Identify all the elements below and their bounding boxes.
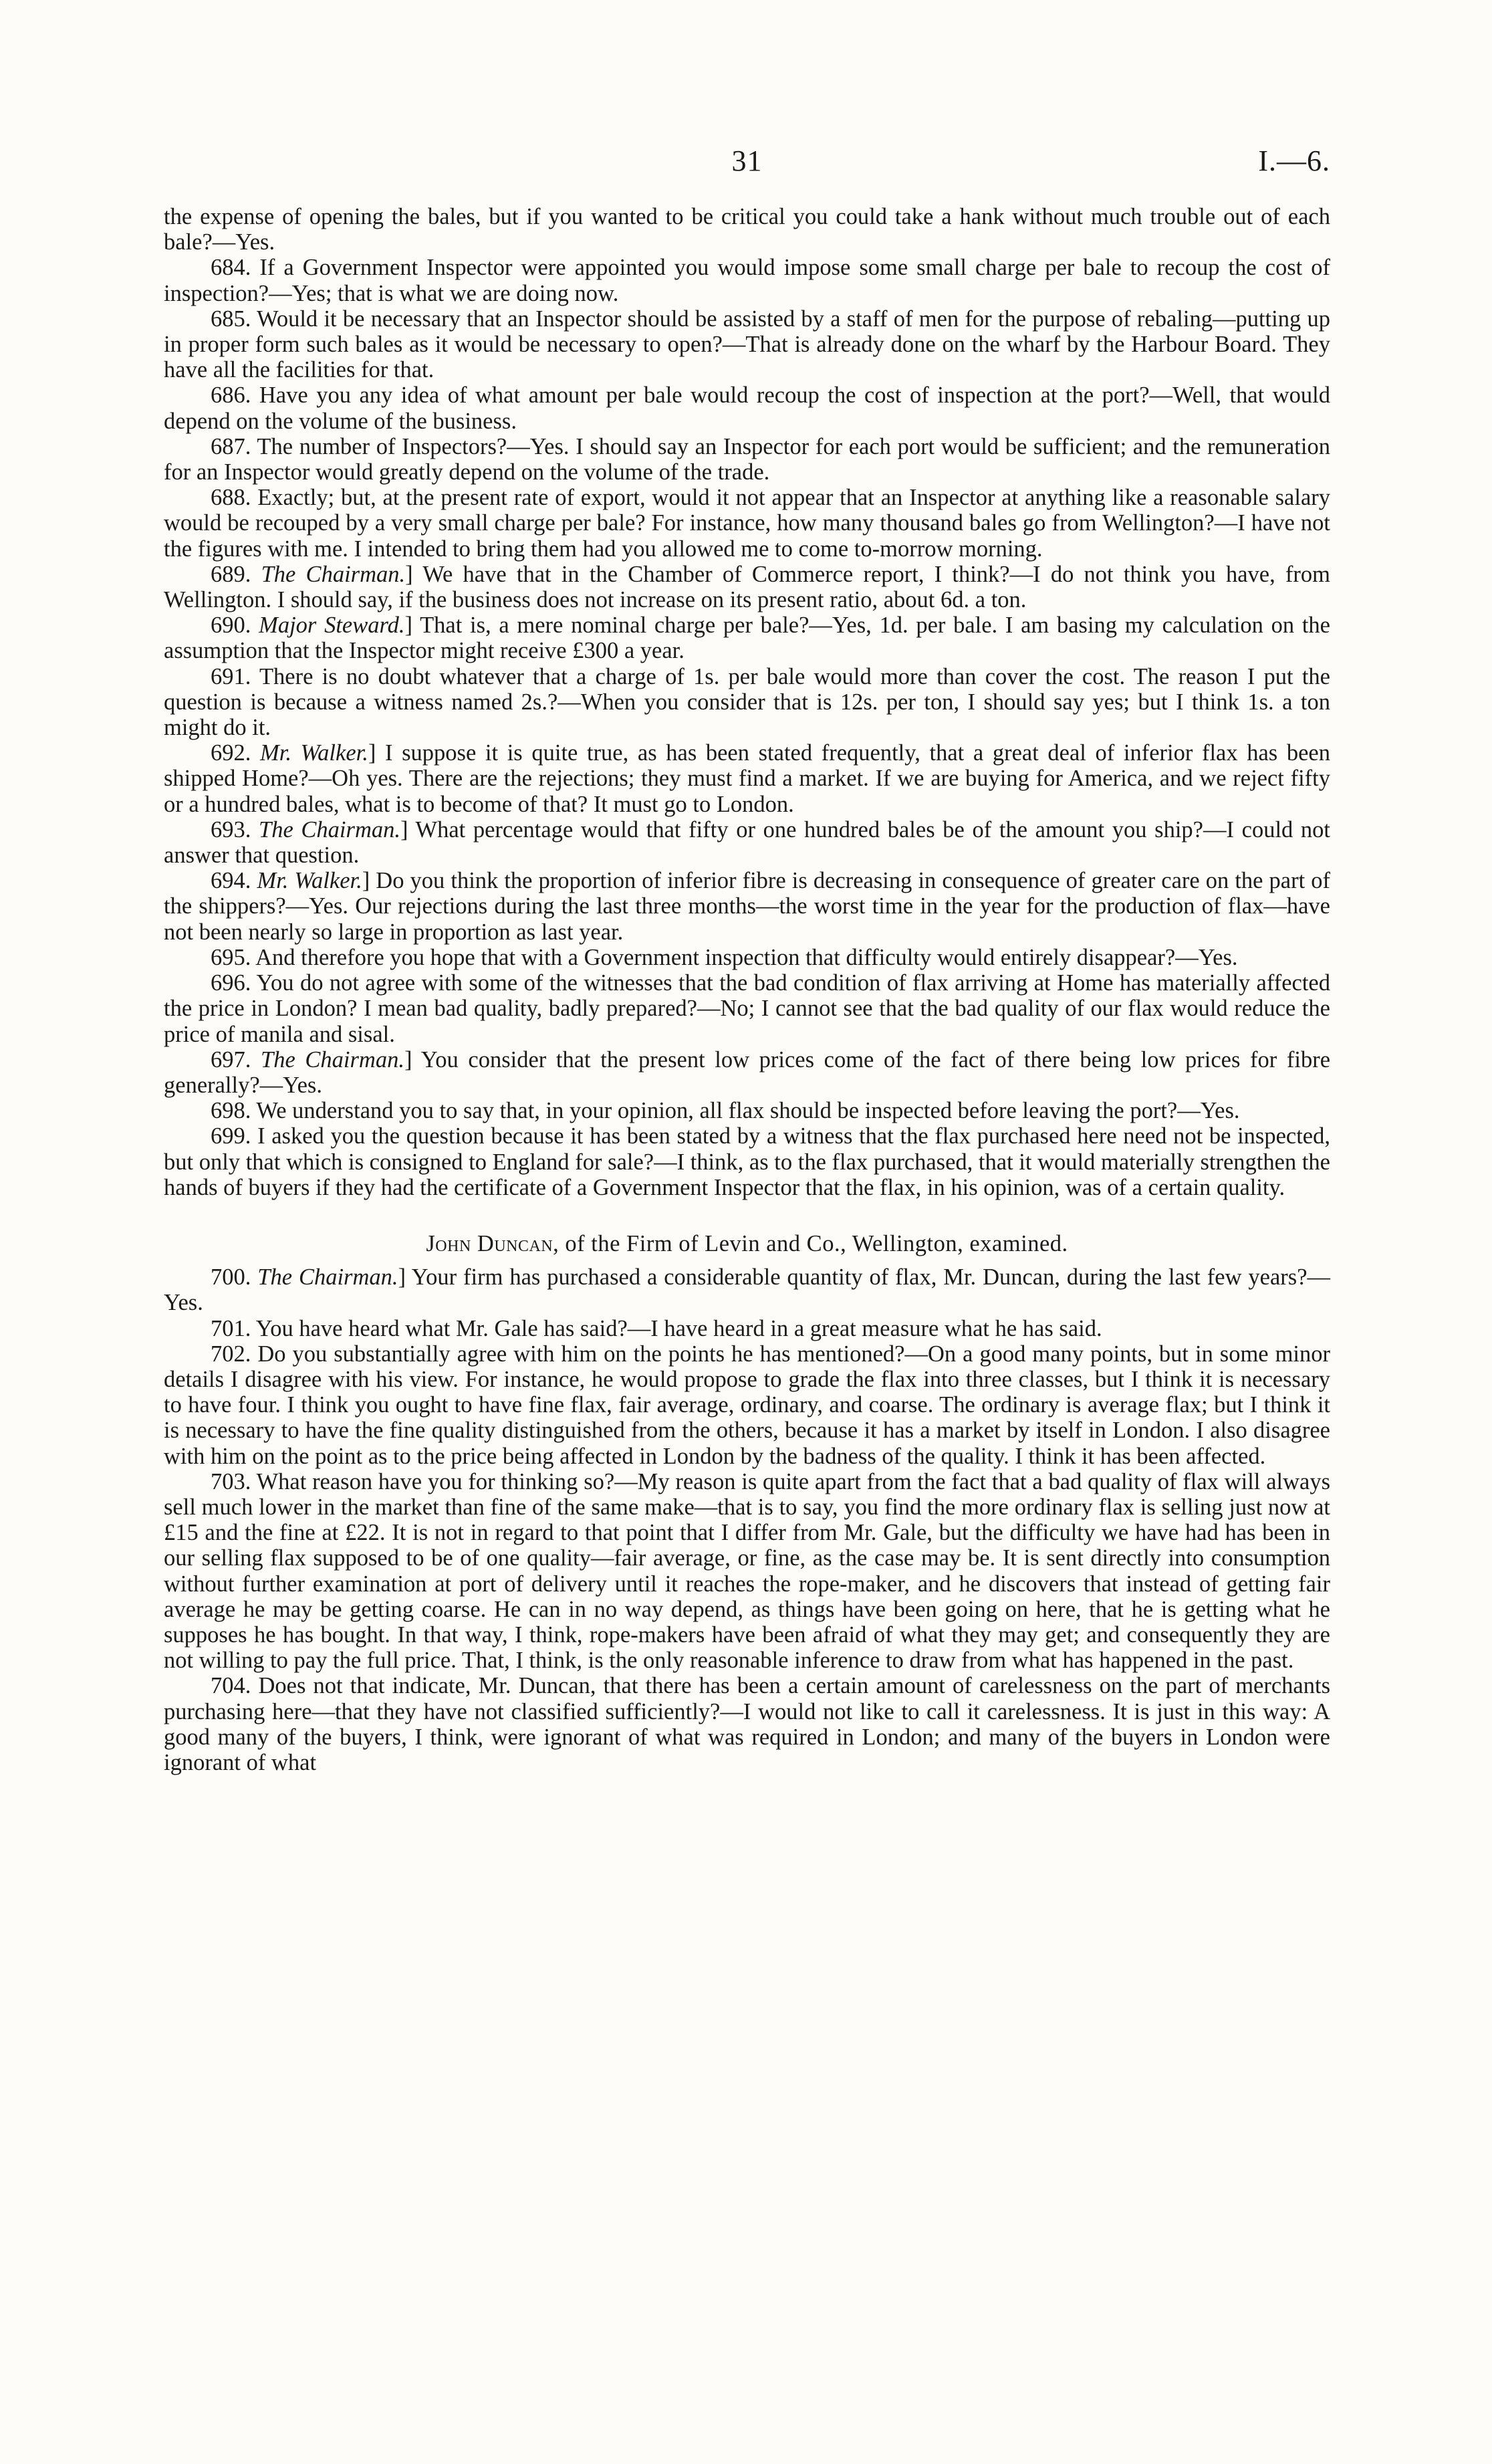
question-text: ] You consider that the present low prices come of the fact of there being low prices for fibre generally?—Yes.: [164, 1046, 1331, 1098]
page-header: [164, 144, 1330, 204]
question-number: 701.: [211, 1315, 256, 1341]
question-paragraph: [164, 1098, 1330, 1123]
question-number: 702.: [211, 1341, 258, 1367]
paper-reference: I.—6.: [1258, 144, 1330, 177]
question-paragraph: [164, 970, 1330, 1047]
witness-description: , of the Firm of Levin and Co., Wellington, examined.: [553, 1230, 1068, 1256]
speaker-name: The Chairman.: [257, 1264, 398, 1291]
body-text: [164, 204, 1330, 1775]
evidence-section-b: [164, 1264, 1330, 1775]
question-number: 699.: [211, 1123, 258, 1149]
evidence-section-a: [164, 204, 1330, 1200]
question-number: 703.: [211, 1468, 257, 1494]
question-text: The number of Inspectors?—Yes. I should say an Inspector for each port would be sufficient; and the remuneration for an Inspector would greatly depend on the volume of the trade.: [164, 433, 1330, 485]
question-number: 689.: [211, 561, 261, 587]
question-paragraph: [164, 664, 1330, 741]
question-text: Would it be necessary that an Inspector should be assisted by a staff of men for the purpose of rebaling—putting up in proper form such bales as it would be necessary to open?—That is already done on the wharf by the Harbour Board. They have all the facilities for that.: [164, 306, 1330, 383]
question-text: What reason have you for thinking so?—My reason is quite apart from the fact that a bad quality of flax will always sell much lower in the market than fine of the same make—that is to say, you find the more ordinary flax is selling just now at £15 and the fine at £22. It is not in regard to that point that I differ from Mr. Gale, but the difficulty we have had has been in our selling flax supposed to be of one quality—fair average, or fine, as the case may be. It is sent directly into consumption without further examination at port of delivery until it reaches the rope-maker, and he discovers that instead of getting fair average he may be getting coarse. He can in no way depend, as things have been going on here, that he is getting what he supposes he has bought. In that way, I think, rope-makers have been afraid of what they may get; and consequently they are not willing to pay the full price. That, I think, is the only reasonable inference to draw from what has happened in the past.: [164, 1468, 1330, 1674]
question-number: 685.: [211, 306, 257, 332]
question-text: I asked you the question because it has been stated by a witness that the flax purchased here need not be inspected, but only that which is consigned to England for sale?—I think, as to the flax purchased, that it would materially strengthen the hands of buyers if they had the certificate of a Government Inspector that the flax, in his opinion, was of a certain quality.: [164, 1123, 1330, 1200]
question-number: 688.: [211, 485, 258, 511]
question-text: ] We have that in the Chamber of Commerce report, I think?—I do not think you have, from Wellington. I should say, if the business does not increase on its present ratio, about 6d. a ton.: [164, 561, 1330, 613]
question-paragraph: [164, 204, 1330, 255]
question-paragraph: [164, 562, 1330, 612]
question-text: We understand you to say that, in your opinion, all flax should be inspected before leaving the port?—Yes.: [256, 1098, 1240, 1124]
question-paragraph: [164, 1316, 1330, 1341]
speaker-name: The Chairman.: [261, 561, 406, 587]
page-number: 31: [731, 144, 763, 177]
question-text: ] Your firm has purchased a considerable quantity of flax, Mr. Duncan, during the last few years?—Yes.: [164, 1264, 1331, 1316]
question-text: Do you substantially agree with him on the points he has mentioned?—On a good many points, but in some minor details I disagree with his view. For instance, he would propose to grade the flax into three classes, but I think it is necessary to have four. I think you ought to have fine flax, fair average, ordinary, and coarse. The ordinary is average flax; but I think it is necessary to have the fine quality distinguished from the others, because it has a market by itself in London. I also disagree with him on the point as to the price being affected in London by the badness of the quality. I think it has been affected.: [164, 1341, 1330, 1469]
question-paragraph: [164, 485, 1330, 562]
question-number: 700.: [211, 1264, 258, 1291]
question-paragraph: [164, 612, 1330, 663]
question-text: Does not that indicate, Mr. Duncan, that there has been a certain amount of carelessness on the part of merchants purchasing here—that they have not classified sufficiently?—I would not like to call it carelessness. It is just in this way: A good many of the buyers, I think, were ignorant of what was required in London; and many of the buyers in London were ignorant of what: [164, 1673, 1330, 1775]
question-paragraph: [164, 1264, 1330, 1315]
question-number: 697.: [211, 1046, 261, 1073]
question-number: 690.: [211, 612, 259, 639]
witness-name: John Duncan: [426, 1230, 553, 1256]
question-paragraph: [164, 255, 1330, 306]
question-number: 686.: [211, 382, 259, 409]
question-paragraph: [164, 434, 1330, 485]
speaker-name: The Chairman.: [259, 816, 400, 843]
question-number: 698.: [211, 1098, 257, 1124]
question-number: 693.: [211, 816, 259, 843]
question-text: the expense of opening the bales, but if you wanted to be critical you could take a hank without much trouble out of each bale?—Yes.: [164, 204, 1330, 255]
question-number: 695.: [211, 944, 256, 970]
question-paragraph: [164, 1341, 1330, 1469]
question-text: And therefore you hope that with a Government inspection that difficulty would entirely disappear?—Yes.: [255, 944, 1238, 970]
question-number: 696.: [211, 970, 257, 996]
question-number: 704.: [211, 1673, 259, 1699]
speaker-name: Mr. Walker.: [257, 868, 362, 894]
question-text: ] Do you think the proportion of inferior fibre is decreasing in consequence of greater care on the part of the shippers?—Yes. Our rejections during the last three months—the worst time in the year for the production of flax—have not been nearly so large in proportion as last year.: [164, 868, 1330, 945]
question-paragraph: [164, 1123, 1330, 1200]
question-text: ] What percentage would that fifty or one hundred bales be of the amount you ship?—I could not answer that question.: [164, 816, 1331, 869]
question-paragraph: [164, 382, 1330, 433]
question-text: Exactly; but, at the present rate of export, would it not appear that an Inspector at anything like a reasonable salary would be recouped by a very small charge per bale? For instance, how many thousand bales go from Wellington?—I have not the figures with me. I intended to bring them had you allowed me to come to-morrow morning.: [164, 485, 1331, 562]
document-page: [164, 144, 1330, 1775]
question-text: You do not agree with some of the witnesses that the bad condition of flax arriving at Home has materially affected the price in London? I mean bad quality, badly prepared?—No; I cannot see that the bad quality of our flax would reduce the price of manila and sisal.: [164, 970, 1330, 1047]
question-text: You have heard what Mr. Gale has said?—I have heard in a great measure what he has said.: [255, 1315, 1102, 1341]
question-paragraph: [164, 1673, 1330, 1775]
question-number: 691.: [211, 663, 259, 689]
question-number: 694.: [211, 868, 257, 894]
witness-heading: [164, 1231, 1330, 1256]
question-paragraph: [164, 1047, 1330, 1098]
question-paragraph: [164, 740, 1330, 817]
question-text: If a Government Inspector were appointed you would impose some small charge per bale to recoup the cost of inspection?—Yes; that is what we are doing now.: [164, 255, 1330, 306]
speaker-name: Mr. Walker.: [260, 740, 368, 766]
question-number: 684.: [211, 255, 260, 281]
question-text: ] That is, a mere nominal charge per bale?—Yes, 1d. per bale. I am basing my calculation on the assumption that the Inspector might receive £300 a year.: [164, 612, 1330, 664]
question-paragraph: [164, 306, 1330, 383]
question-text: ] I suppose it is quite true, as has been stated frequently, that a great deal of inferior flax has been shipped Home?—Oh yes. There are the rejections; they must find a market. If we are buying for America, and we reject fifty or a hundred bales, what is to become of that? It must go to London.: [164, 740, 1330, 817]
question-paragraph: [164, 868, 1330, 945]
question-paragraph: [164, 817, 1330, 868]
question-text: Have you any idea of what amount per bale would recoup the cost of inspection at the port?—Well, that would depend on the volume of the business.: [164, 382, 1330, 434]
question-number: 692.: [211, 740, 261, 766]
question-paragraph: [164, 945, 1330, 970]
speaker-name: Major Steward.: [259, 612, 405, 639]
question-text: There is no doubt whatever that a charge of 1s. per bale would more than cover the cost. The reason I put the question is because a witness named 2s.?—When you consider that is 12s. per ton, I should say yes; but I think 1s. a ton might do it.: [164, 663, 1330, 741]
question-paragraph: [164, 1469, 1330, 1674]
speaker-name: The Chairman.: [261, 1046, 404, 1073]
question-number: 687.: [211, 433, 257, 459]
